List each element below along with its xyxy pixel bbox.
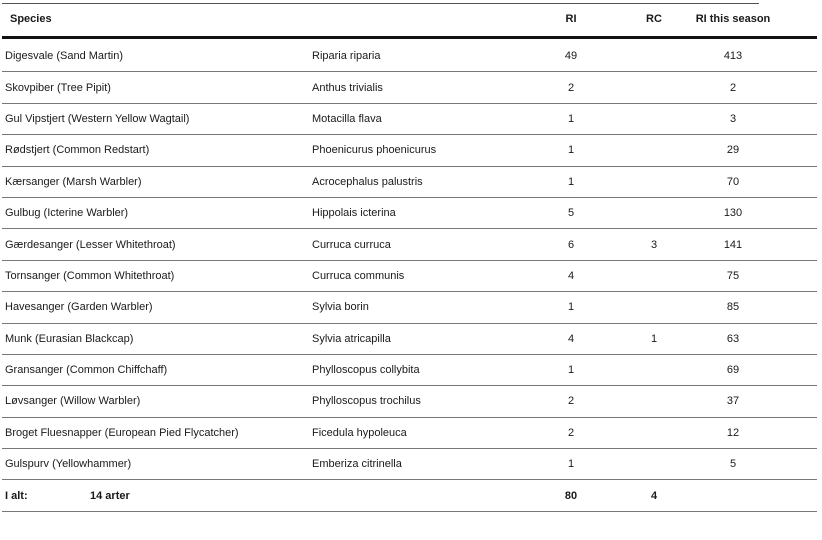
latin-name-cell: Emberiza citrinella (312, 458, 402, 471)
species-cell: Havesanger (Garden Warbler) (5, 301, 153, 314)
table-row (2, 41, 817, 72)
ri-cell: 2 (567, 426, 575, 439)
table-row (2, 104, 817, 135)
ri-cell: 1 (567, 112, 575, 125)
table-row (2, 229, 817, 260)
rc-cell: 3 (650, 238, 658, 251)
table-row (2, 324, 817, 355)
ri-this-season-cell: 3 (729, 112, 737, 125)
species-cell: Gransanger (Common Chiffchaff) (5, 364, 168, 377)
table-row (2, 167, 817, 198)
latin-name-cell: Sylvia atricapilla (312, 332, 391, 345)
table-body (2, 41, 817, 512)
latin-name-cell: Phylloscopus collybita (312, 364, 420, 377)
species-cell: Løvsanger (Willow Warbler) (5, 395, 141, 408)
latin-name-cell: Phylloscopus trochilus (312, 395, 421, 408)
latin-name-cell: Curruca communis (312, 269, 405, 282)
species-cell: Gærdesanger (Lesser Whitethroat) (5, 238, 176, 251)
ri-cell: 2 (567, 395, 575, 408)
total-rc: 4 (650, 489, 658, 502)
header-species: Species (10, 13, 52, 25)
table-row (2, 261, 817, 292)
ri-this-season-cell: 2 (729, 81, 737, 94)
ri-cell: 6 (567, 238, 575, 251)
latin-name-cell: Phoenicurus phoenicurus (312, 144, 437, 157)
table-row (2, 418, 817, 449)
species-cell: Gulspurv (Yellowhammer) (5, 458, 132, 471)
table-row (2, 198, 817, 229)
ri-cell: 1 (567, 175, 575, 188)
ri-this-season-cell: 413 (723, 50, 743, 63)
ri-this-season-cell: 141 (723, 238, 743, 251)
table-row (2, 386, 817, 417)
species-cell: Tornsanger (Common Whitethroat) (5, 269, 175, 282)
ri-cell: 1 (567, 144, 575, 157)
total-species-count: 14 arter (90, 489, 130, 502)
species-cell: Digesvale (Sand Martin) (5, 50, 123, 63)
ri-this-season-cell: 63 (726, 332, 740, 345)
ri-this-season-cell: 70 (726, 175, 740, 188)
species-cell: Kærsanger (Marsh Warbler) (5, 175, 142, 188)
latin-name-cell: Acrocephalus palustris (312, 175, 423, 188)
table-row (2, 355, 817, 386)
species-cell: Gul Vipstjert (Western Yellow Wagtail) (5, 112, 190, 125)
table-row (2, 449, 817, 480)
latin-name-cell: Sylvia borin (312, 301, 369, 314)
table-row (2, 72, 817, 103)
ri-this-season-cell: 29 (726, 144, 740, 157)
ri-this-season-cell: 5 (729, 458, 737, 471)
latin-name-cell: Curruca curruca (312, 238, 391, 251)
ri-this-season-cell: 85 (726, 301, 740, 314)
header-rc: RC (646, 13, 662, 25)
ri-this-season-cell: 130 (723, 207, 743, 220)
ri-cell: 1 (567, 364, 575, 377)
header-ri: RI (565, 13, 577, 25)
table-header (2, 4, 817, 36)
latin-name-cell: Motacilla flava (312, 112, 382, 125)
ri-cell: 4 (567, 269, 575, 282)
total-ri: 80 (564, 489, 578, 502)
ri-cell: 49 (564, 50, 578, 63)
latin-name-cell: Hippolais icterina (312, 207, 396, 220)
species-cell: Gulbug (Icterine Warbler) (5, 207, 129, 220)
header-ri-this-season: RI this season (695, 13, 771, 25)
latin-name-cell: Riparia riparia (312, 50, 381, 63)
total-row (2, 480, 817, 511)
latin-name-cell: Anthus trivialis (312, 81, 383, 94)
latin-name-cell: Ficedula hypoleuca (312, 426, 407, 439)
ri-cell: 5 (567, 207, 575, 220)
table-row (2, 292, 817, 323)
species-cell: Munk (Eurasian Blackcap) (5, 332, 134, 345)
ri-this-season-cell: 75 (726, 269, 740, 282)
species-cell: Broget Fluesnapper (European Pied Flycatcher) (5, 426, 239, 439)
ri-cell: 2 (567, 81, 575, 94)
ri-cell: 4 (567, 332, 575, 345)
species-cell: Skovpiber (Tree Pipit) (5, 81, 111, 94)
header-rule (2, 36, 817, 39)
species-cell: Rødstjert (Common Redstart) (5, 144, 150, 157)
table-row (2, 135, 817, 166)
ri-this-season-cell: 37 (726, 395, 740, 408)
ri-cell: 1 (567, 458, 575, 471)
ri-cell: 1 (567, 301, 575, 314)
total-label: I alt: (5, 489, 28, 502)
ri-this-season-cell: 12 (726, 426, 740, 439)
ri-this-season-cell: 69 (726, 364, 740, 377)
rc-cell: 1 (650, 332, 658, 345)
